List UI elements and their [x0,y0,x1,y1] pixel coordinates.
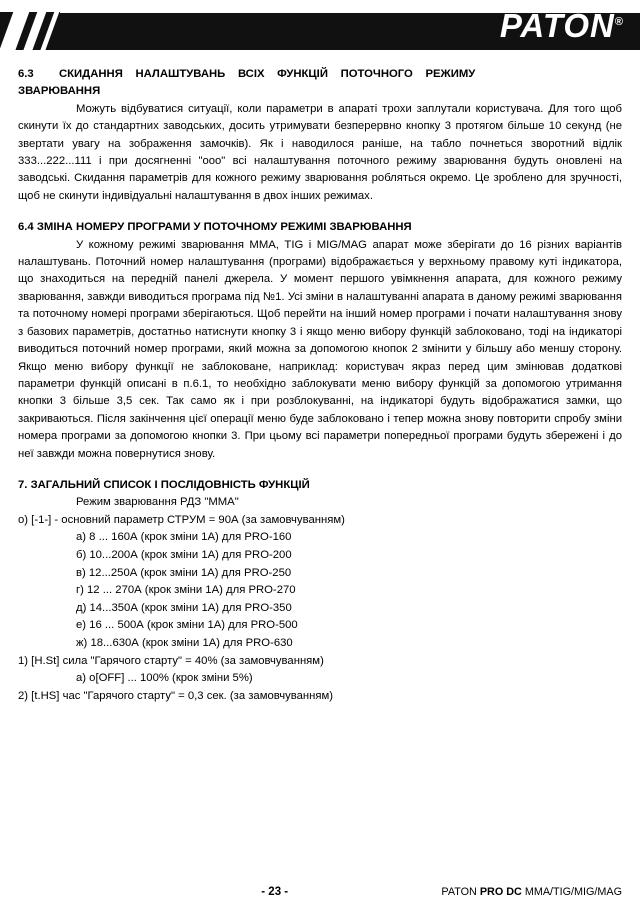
footer-brand: PATON [441,886,480,898]
section-6-3-heading-line1 [18,66,622,83]
registered-mark: ® [614,16,624,28]
list-item: 2) [t.HS] час "Гарячого старту" = 0,3 сек. (за замовчуванням) [18,689,334,702]
page-number: - 23 - [261,886,289,898]
section-6-4-number: 6.4 [18,221,34,234]
section-6-3-number: 6.3 [18,68,34,80]
section-6-4-heading [18,219,622,236]
list-item: 1) [H.St] сила "Гарячого старту" = 40% (за замовчуванням) [18,654,324,667]
section-6-3-body: Можуть відбуватися ситуації, коли параметри в апараті трохи заплутали користувача. Для того щоб скинути їх до стандартних заводських, досить утримувати безперервно кнопку 3 протягом більше 10 секунд (не звертати увагу на зображення замочків). Як і наводилося раніше, на табло почнеться зворотний відлік 333...222...111 і при досягненні "ooo" всі налаштування поточного режиму зварювання будуть оновлені на заводські. Скидання параметрів для кожного режиму зварювання робляться окремо. Це зроблено для зручності, щоб не скинути індивідуальні налаштування в двох інших режимах. [18,102,622,202]
footer-modes: MMA/TIG/MIG/MAG [521,886,622,898]
section-6-4-title: ЗМІНА НОМЕРУ ПРОГРАМИ У ПОТОЧНОМУ РЕЖИМІ ЗВАРЮВАННЯ [36,221,412,234]
function-list [18,512,622,706]
paton-logo [500,7,624,45]
list-item: о) [-1-] - основний параметр СТРУМ = 90А (за замовчуванням) [18,513,345,526]
list-item: б) 10...200А (крок зміни 1А) для PRO-200 [76,548,292,561]
section-6-3-title-line1: СКИДАННЯ НАЛАШТУВАНЬ ВСІХ ФУНКЦІЙ ПОТОЧНОГО РЕЖИМУ [59,68,476,80]
banner-bottom-white [0,50,640,62]
list-item: ж) 18...630А (крок зміни 1А) для PRO-630 [76,636,293,649]
section-6-4-body: У кожному режимі зварювання ММА, TIG і MIG/MAG апарат може зберігати до 16 різних варіантів налаштувань. Поточний номер налаштування (програми) відображається у верхньому правому куті індикатора, що знаходиться на передній панелі джерела. У момент першого увімкнення апарата, для кожного режиму зварювання, завжди виводиться програма під №1. Усі зміни в налаштуванні апарата в даному режимі зварювання та поточному номері програми зберігаються. Щоб перейти на інший номер програми і почати налаштування знову з базових параметрів, достатньо натиснути кнопку 3 і якщо меню вибору функцій заблоковано, тоді на індикаторі виводиться поточний номер програми, який можна за допомогою кнопок 2 змінити у більшу або меншу сторону. Якщо меню вибору функції не заблоковане, наприклад: користувач якраз перед цим змінював додаткові параметри функцій описані в п.6.1, то необхідно заблокувати меню вибору функцій за допомогою утримання кнопки 3 більше 3,5 сек. Так само як і при розблокуванні, на індикаторі будуть відображатися замки, що закриваються. Після закінчення цієї операції меню буде заблоковано і тепер можна знову повторити спробу зміни номера програми за допомогою кнопки 3. При цьому всі параметри попередньої програми будуть збережені і до неї завжди можна повернутися знову. [18,238,622,460]
section-7-heading [18,477,622,494]
list-item: г) 12 ... 270А (крок зміни 1А) для PRO-270 [76,584,296,597]
footer-model: PRO DC [479,886,522,898]
page-footer [0,886,640,898]
paton-logo-text: PATON [499,7,615,44]
section-6-3-title-line2: ЗВАРЮВАННЯ [18,85,101,98]
section-7-subtitle: Режим зварювання РДЗ "ММА" [76,496,239,509]
list-item: а) о[OFF] ... 100% (крок зміни 5%) [76,672,253,685]
page-header-banner [0,0,640,62]
footer-product-line [441,886,622,898]
list-item: а) 8 ... 160А (крок зміни 1А) для PRO-160 [76,531,292,544]
section-7-number: 7. [18,478,28,491]
spacer-1 [18,205,622,219]
section-7-title: ЗАГАЛЬНИЙ СПИСОК І ПОСЛІДОВНІСТЬ ФУНКЦІЙ [30,478,310,491]
spacer-2 [18,463,622,477]
section-6-3-heading [18,66,622,101]
list-item: в) 12...250А (крок зміни 1А) для PRO-250 [76,566,292,579]
page-body [0,62,640,705]
list-item: е) 16 ... 500А (крок зміни 1А) для PRO-500 [76,619,298,632]
list-item: д) 14...350А (крок зміни 1А) для PRO-350 [76,601,292,614]
